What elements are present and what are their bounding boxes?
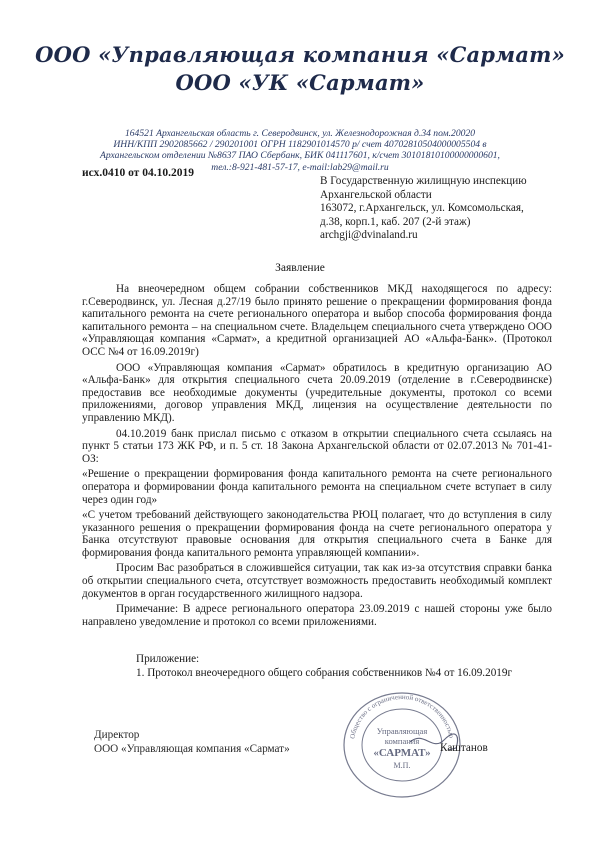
company-title: ООО «Управляющая компания «Сармат» xyxy=(35,42,565,67)
seal-line3: «САРМАТ» xyxy=(373,747,431,759)
document-title: Заявление xyxy=(275,262,325,274)
outgoing-number: исх.0410 от 04.10.2019 xyxy=(82,167,194,179)
body-paragraph: 04.10.2019 банк прислал письмо с отказом в открытии специального счета ссылаясь на пункт 5 статьи 173 ЖК РФ, и п. 5 ст. 18 Закона Архангельской области от 02.07.2013 № 701-41-ОЗ: xyxy=(82,427,552,465)
seal-line2: компания xyxy=(384,736,420,746)
signatory-block xyxy=(94,728,290,756)
appendix-item: 1. Протокол внеочередного общего собрания собственников №4 от 16.09.2019г xyxy=(136,667,513,679)
addressee-line: д.38, корп.1, каб. 207 (2-й этаж) xyxy=(320,215,471,228)
appendix-heading: Приложение: xyxy=(136,653,200,665)
addressee-block xyxy=(320,175,570,243)
addressee-line: В Государственную жилищную инспекцию xyxy=(320,175,527,187)
appendix-block xyxy=(136,652,512,680)
requisites-line: Архангельском отделении №8637 ПАО Сбербанк, БИК 041117601, к/счет 30101810100000000601, xyxy=(100,150,500,162)
body-paragraph: ООО «Управляющая компания «Сармат» обратилось в кредитную организацию АО «Альфа-Банк» для открытия специального счета 20.09.2019 (отделение в г.Северодвинске) предоставив все необходимые документы (учредительные документы, протокол со всеми приложениями, договор управления МКД, лицензия на осуществление деятельности по управлению МКД). xyxy=(82,361,552,424)
addressee-line: Архангельской области xyxy=(320,188,432,201)
signatory-name: Каштанов xyxy=(440,742,488,754)
addressee-line: 163072, г.Архангельск, ул. Комсомольская, xyxy=(320,202,524,215)
signatory-org: ООО «Управляющая компания «Сармат» xyxy=(94,743,290,755)
requisites-line: 164521 Архангельская область г. Северодвинск, ул. Железнодорожная д.34 пом.20020 xyxy=(124,128,476,139)
addressee-email: archgji@dvinaland.ru xyxy=(320,229,418,242)
body-paragraph: Просим Вас разобраться в сложившейся ситуации, так как из-за отсутствия справки банка об открытии специального счета, отсутствует возможность предоставить необходимый комплект документов в орган государственного жилищного надзора. xyxy=(82,562,552,600)
document-body xyxy=(82,283,552,631)
requisites-line: ИНН/КПП 2902085662 / 290201001 ОГРН 1182901014570 р/ счет 40702810504000005504 в xyxy=(113,139,487,151)
signatory-position: Директор xyxy=(94,729,140,741)
quote-paragraph: «Решение о прекращении формирования фонда капитального ремонта на счете регионального оператора и формировании фонда капитального ремонта на специальном счете вступает в силу через один год» xyxy=(82,468,552,506)
seal-line4: М.П. xyxy=(393,761,411,770)
body-paragraph: На внеочередном общем собрании собственников МКД находящегося по адресу: г.Северодвинск, ул. Лесная д.27/19 было принято решение о прекращении формирования фонда капитального ремонта на счете регионального оператора и выбор способа формирования фонда капитального ремонта – на специальном счете. Владельцем специального счета утверждено ООО «Управляющая компания «Сармат», а кредитной организацией АО «Альфа-Банк». (Протокол ОСС №4 от 16.09.2019г) xyxy=(82,283,552,358)
company-short-title: ООО «УК «Сармат» xyxy=(175,70,425,95)
seal-ring-textpath: Общество с ограниченной ответственностью xyxy=(348,692,456,740)
note-paragraph: Примечание: В адресе регионального оператора 23.09.2019 с нашей стороны уже было направлено уведомление и протокол со всеми приложениями. xyxy=(82,603,552,628)
quote-paragraph: «С учетом требований действующего законодательства РЮЦ полагает, что до вступления в силу указанного решения о прекращении формирования фонда на счете регионального оператора у Банка отсутствуют правовые основания для открытия специального счета в Банке для формирования фонда капитального ремонта управляющей компании». xyxy=(82,509,552,559)
seal-line1: Управляющая xyxy=(376,726,428,736)
requisites-line: тел.:8-921-481-57-17, e-mail:lab29@mail.ru xyxy=(211,161,389,173)
